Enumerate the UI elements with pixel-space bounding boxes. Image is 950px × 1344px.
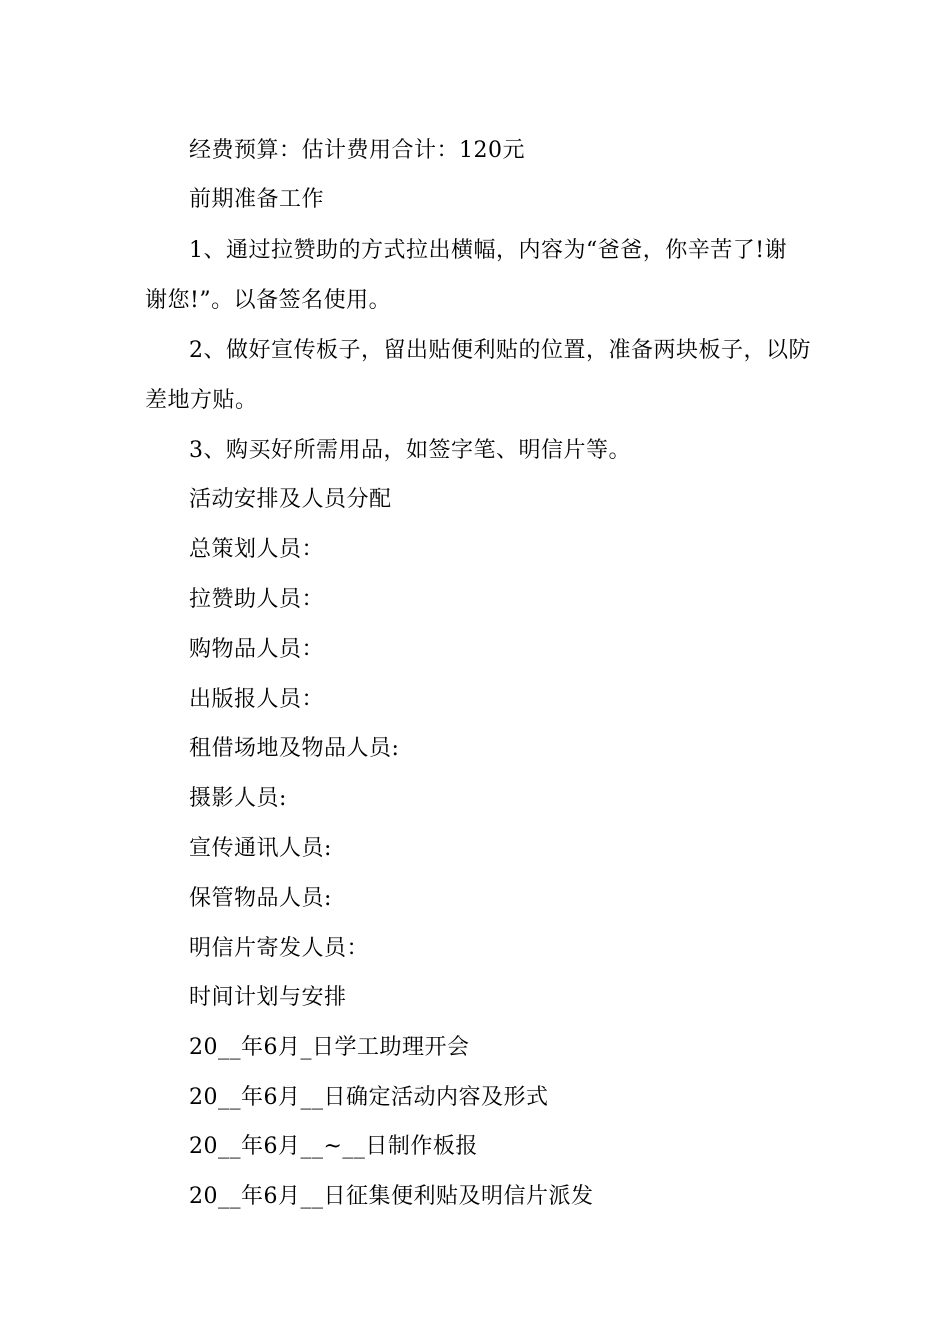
section-heading-schedule: 时间计划与安排 [189,985,347,1010]
paragraph-line: 3、购买好所需用品，如签字笔、明信片等。 [189,438,631,463]
staff-role-line: 租借场地及物品人员: [189,736,400,761]
staff-role-line: 宣传通讯人员: [189,836,332,861]
staff-role-line: 保管物品人员: [189,886,332,911]
staff-role-line: 明信片寄发人员： [189,936,370,961]
staff-role-line: 拉赞助人员： [189,587,325,612]
paragraph-line: 2、做好宣传板子，留出贴便利贴的位置，准备两块板子，以防 [189,338,811,363]
staff-role-line: 出版报人员： [189,687,325,712]
schedule-line: 20__年6月__日确定活动内容及形式 [189,1085,549,1110]
section-heading-staffing: 活动安排及人员分配 [189,487,392,512]
paragraph-line: 1、通过拉赞助的方式拉出横幅，内容为“爸爸，你辛苦了!谢 [189,238,788,263]
schedule-line: 20__年6月__日征集便利贴及明信片派发 [189,1184,594,1209]
staff-role-line: 总策划人员： [189,537,325,562]
budget-line: 经费预算：估计费用合计：120元 [189,138,525,163]
paragraph-line: 差地方贴。 [145,388,258,413]
schedule-line: 20__年6月__~__日制作板报 [189,1134,478,1159]
schedule-line: 20__年6月_日学工助理开会 [189,1035,470,1060]
staff-role-line: 购物品人员： [189,637,325,662]
staff-role-line: 摄影人员: [189,786,287,811]
section-heading-preparation: 前期准备工作 [189,187,325,212]
paragraph-line: 谢您!”。以备签名使用。 [145,288,392,313]
